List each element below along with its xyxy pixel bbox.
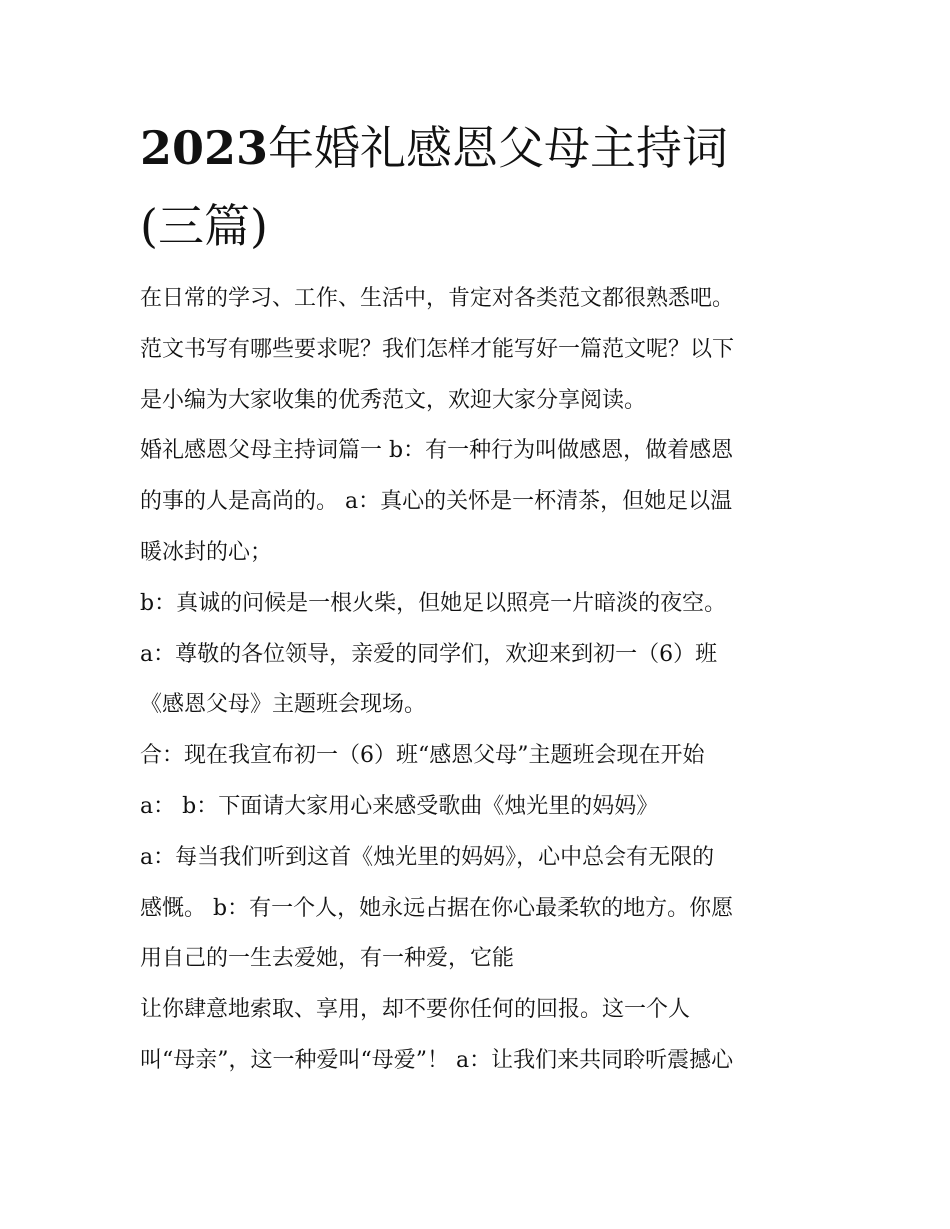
text-line-16: 叫“母亲”，这一种爱叫“母爱”！ a：让我们来共同聆听震撼心 (140, 1048, 734, 1073)
text-line-3: 是小编为大家收集的优秀范文，欢迎大家分享阅读。 (140, 388, 647, 413)
title-year: 2023 (140, 121, 269, 175)
text-line-4: 婚礼感恩父母主持词篇一 b：有一种行为叫做感恩，做着感恩 (140, 438, 734, 463)
text-line-11: a： b：下面请大家用心来感受歌曲《烛光里的妈妈》 (140, 794, 659, 819)
text-line-9: 《感恩父母》主题班会现场。 (140, 692, 427, 717)
document-title-line-2: (三篇) (140, 199, 268, 253)
document-title-line-1 (140, 121, 820, 175)
text-line-6: 暖冰封的心； (140, 540, 273, 565)
title-text: 年婚礼感恩父母主持词 (268, 121, 729, 175)
text-line-15: 让你肆意地索取、享用，却不要你任何的回报。这一个人 (140, 997, 691, 1022)
text-line-12: a：每当我们听到这首《烛光里的妈妈》，心中总会有无限的 (140, 845, 715, 870)
text-line-8: a：尊敬的各位领导，亲爱的同学们，欢迎来到初一（6）班 (140, 642, 718, 667)
text-line-14: 用自己的一生去爱她，有一种爱，它能 (140, 946, 515, 971)
text-line-13: 感慨。 b：有一个人，她永远占据在你心最柔软的地方。你愿 (140, 896, 734, 921)
text-line-10: 合：现在我宣布初一（6）班“感恩父母”主题班会现在开始 (140, 743, 705, 768)
text-line-7: b：真诚的问候是一根火柴，但她足以照亮一片暗淡的夜空。 (140, 591, 727, 616)
text-line-2: 范文书写有哪些要求呢？我们怎样才能写好一篇范文呢？以下 (140, 337, 735, 362)
text-line-5: 的事的人是高尚的。 a：真心的关怀是一杯清茶，但她足以温 (140, 489, 733, 514)
text-line-1: 在日常的学习、工作、生活中，肯定对各类范文都很熟悉吧。 (140, 286, 735, 311)
